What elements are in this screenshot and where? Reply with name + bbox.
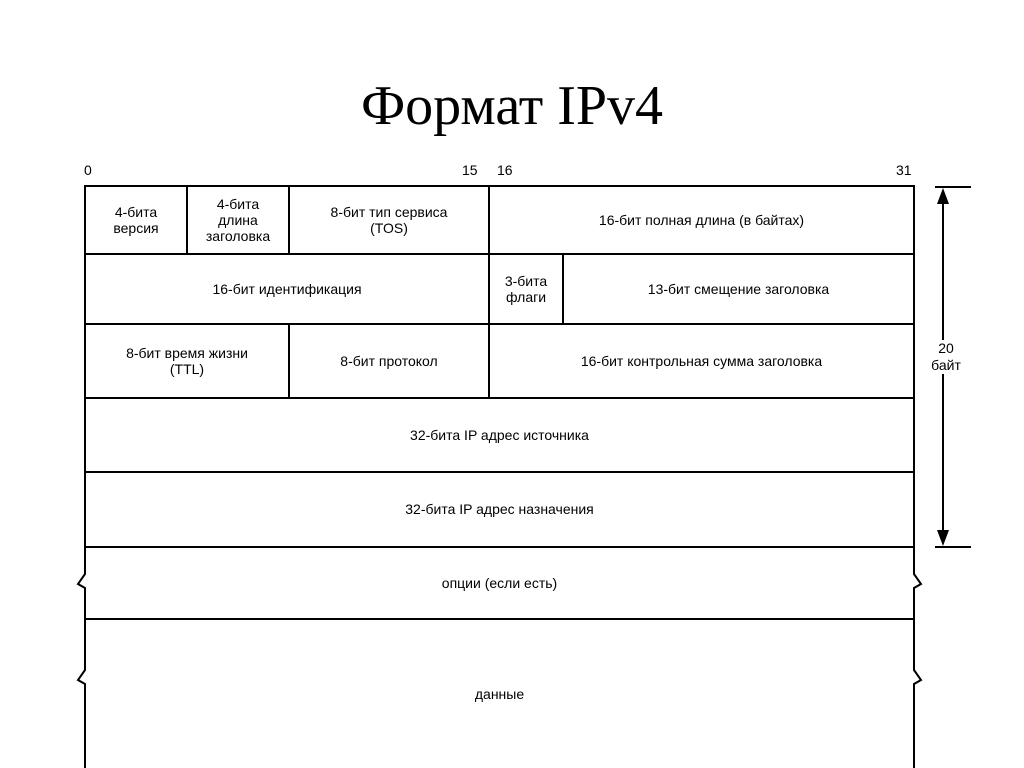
field-protocol: 8-бит протокол [288, 323, 490, 399]
field-ttl: 8-бит время жизни (TTL) [84, 323, 290, 399]
bit-label-31: 31 [896, 162, 912, 178]
slide-title: Формат IPv4 [360, 75, 664, 137]
field-fragment-offset: 13-бит смещение заголовка [562, 253, 915, 325]
field-source-address: 32-бита IP адрес источника [84, 397, 915, 473]
field-header-length: 4-бита длина заголовка [186, 185, 290, 255]
bit-label-15: 15 [462, 162, 478, 178]
field-version: 4-бита версия [84, 185, 188, 255]
field-data: данные [84, 618, 915, 768]
field-checksum: 16-бит контрольная сумма заголовка [488, 323, 915, 399]
field-destination-address: 32-бита IP адрес назначения [84, 471, 915, 548]
field-identification: 16-бит идентификация [84, 253, 490, 325]
field-total-length: 16-бит полная длина (в байтах) [488, 185, 915, 255]
arrow-down-icon [937, 530, 949, 546]
header-size-label: 20 байт [922, 340, 970, 374]
bit-label-0: 0 [84, 162, 92, 178]
field-options: опции (если есть) [84, 546, 915, 620]
bit-label-16: 16 [497, 162, 513, 178]
right-break-edge [904, 546, 924, 768]
arrow-up-icon [937, 188, 949, 204]
left-break-edge [72, 546, 92, 768]
field-flags: 3-бита флаги [488, 253, 564, 325]
field-tos: 8-бит тип сервиса (TOS) [288, 185, 490, 255]
